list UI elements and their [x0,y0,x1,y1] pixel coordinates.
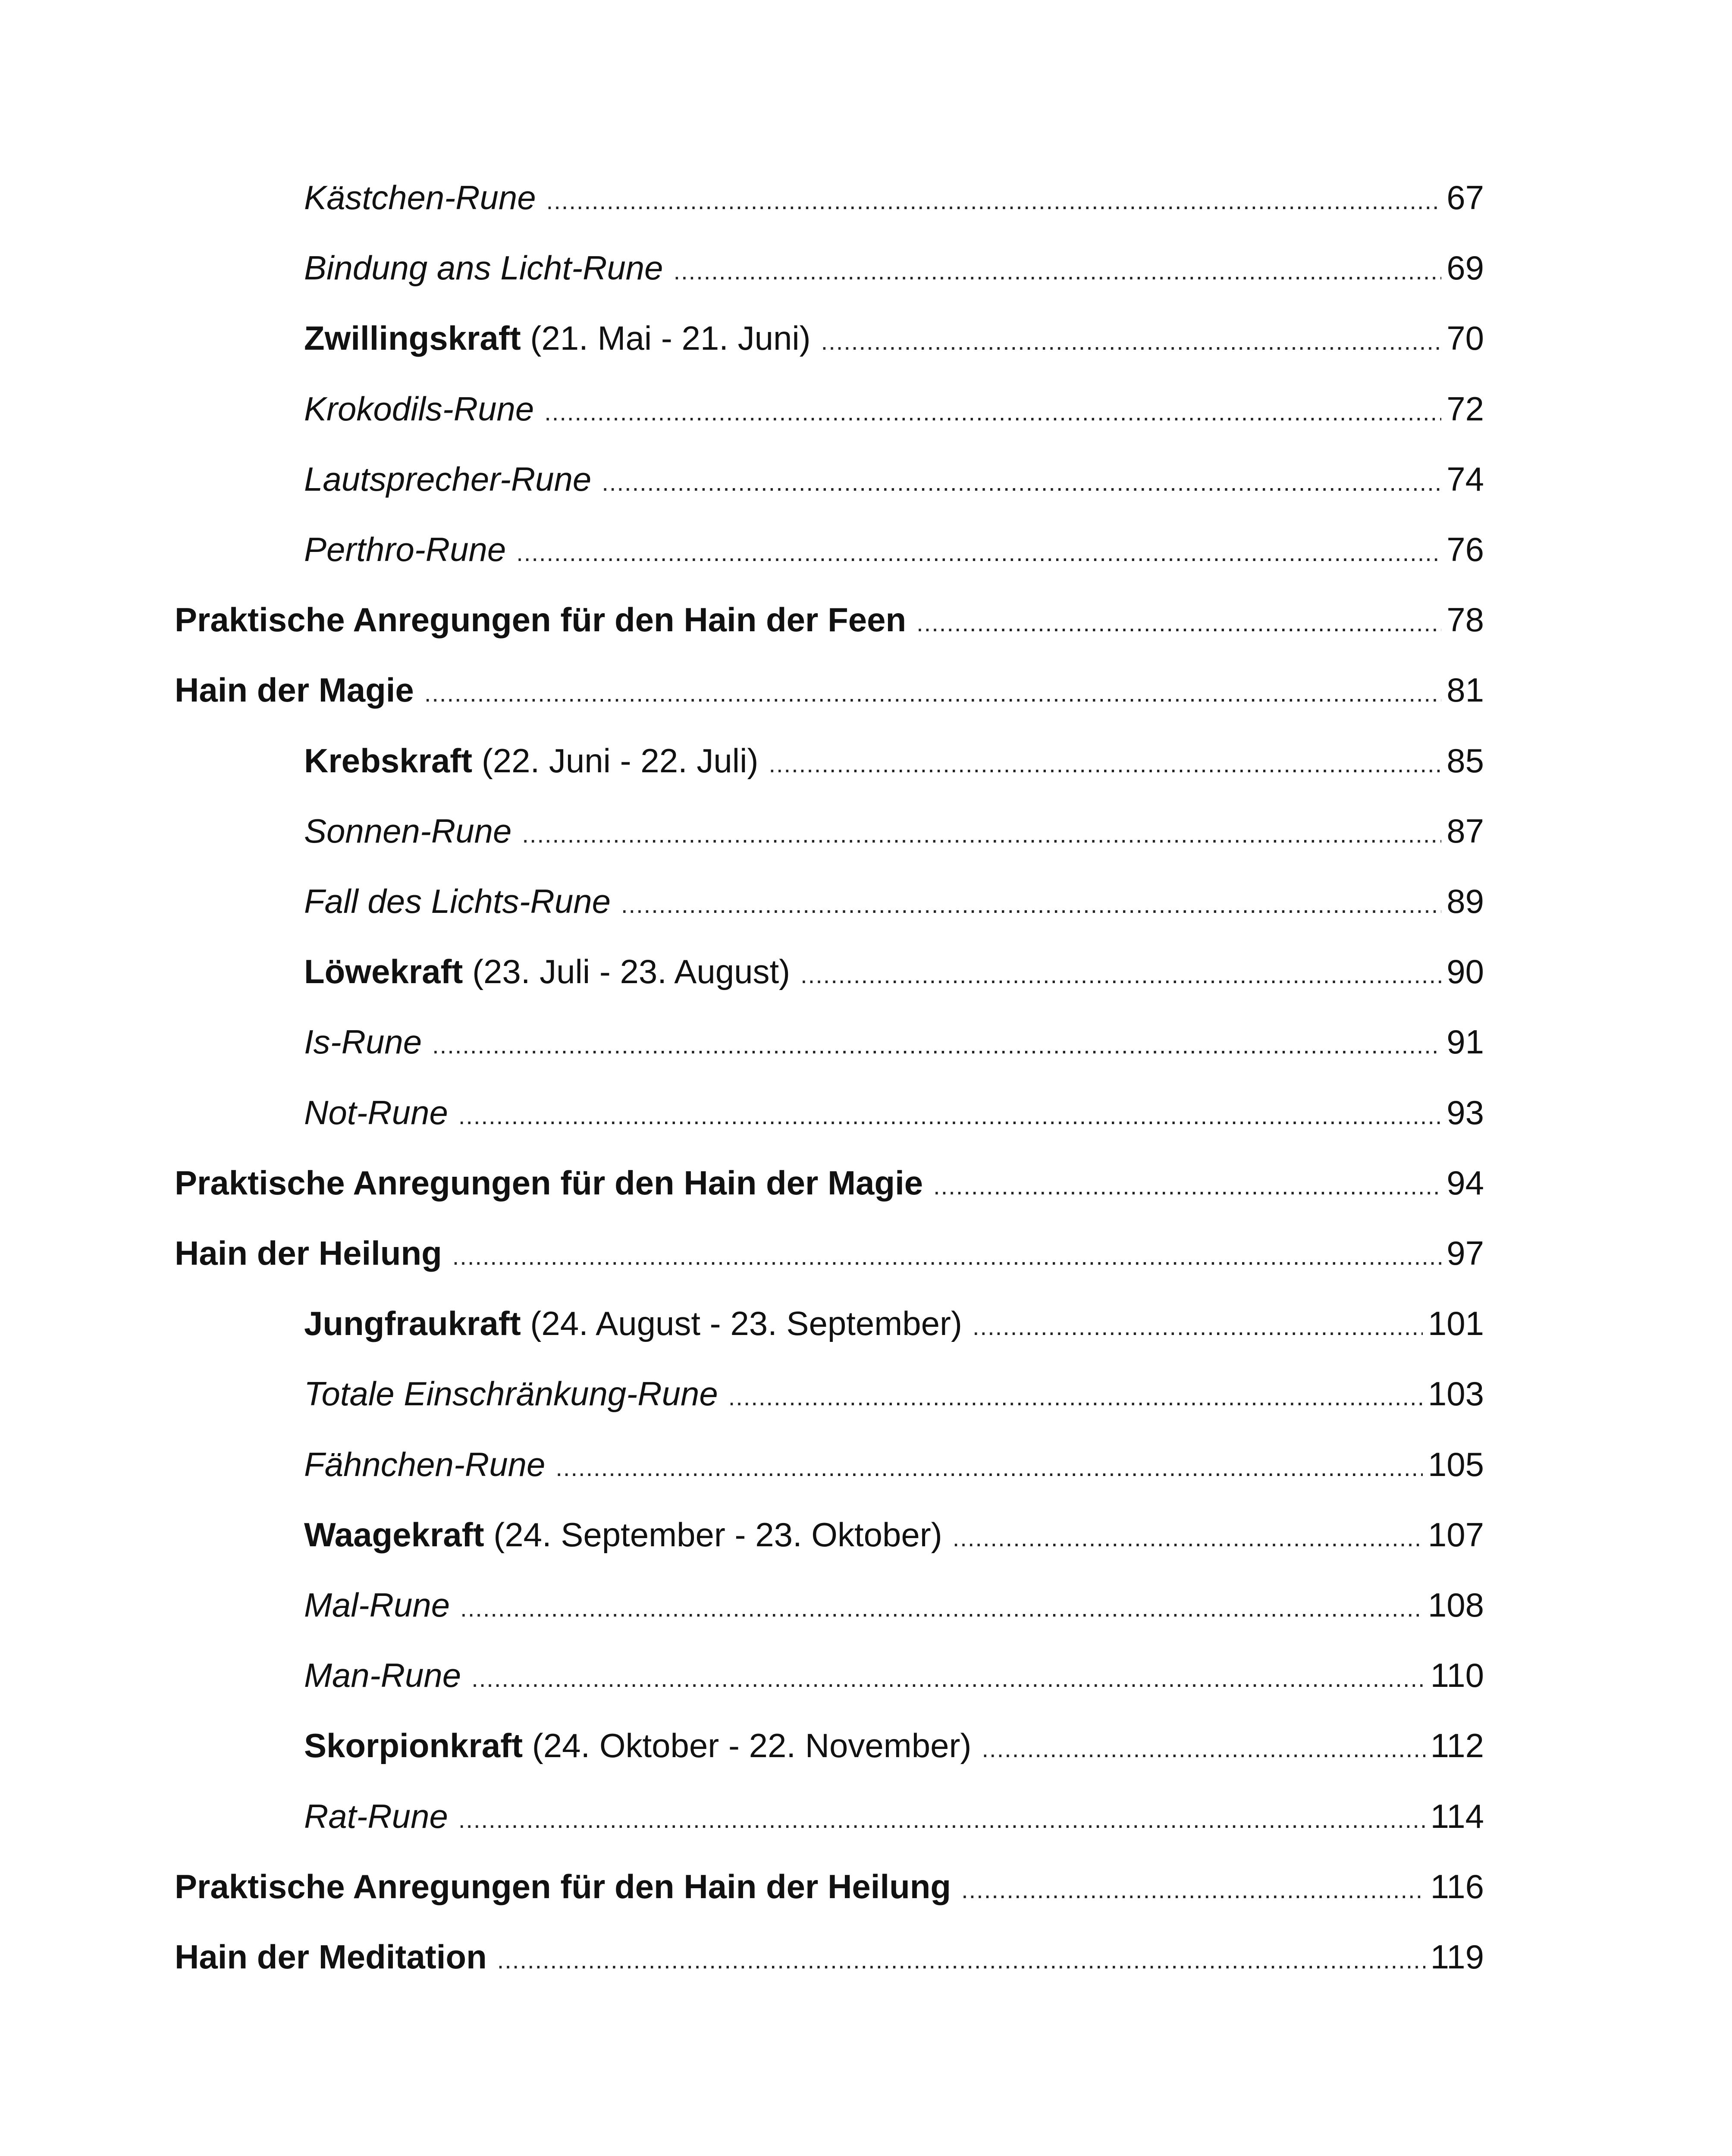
toc-entry-label: Totale Einschränkung-Rune [304,1375,718,1413]
toc-entry-title [304,1649,461,1701]
toc-entry-date-range: (24. Oktober - 22. November) [532,1727,972,1765]
dot-leader [621,875,1441,931]
toc-entry-date-range: (21. Mai - 21. Juni) [530,319,811,357]
toc-entry-title [304,1087,448,1138]
toc-entry[interactable] [304,1790,1484,1842]
toc-entry[interactable] [304,312,1484,364]
toc-entry-title [175,594,906,646]
toc-entry-page-number: 107 [1428,1515,1484,1554]
toc-entry-title [175,1227,442,1279]
toc-entry-label: Kästchen-Rune [304,179,536,216]
dot-leader [544,383,1441,438]
toc-entry-page-number: 76 [1446,530,1484,568]
toc-entry-title [304,453,591,505]
toc-entry-label: Lautsprecher-Rune [304,460,592,498]
toc-entry-title [304,383,534,435]
dot-leader [497,1931,1425,1986]
toc-entry-page-number: 94 [1446,1163,1484,1202]
toc-entry-label: Bindung ans Licht-Rune [304,249,663,287]
toc-entry-title [304,242,663,294]
dot-leader [458,1087,1441,1142]
toc-entry[interactable] [304,242,1484,294]
toc-entry[interactable] [304,1087,1484,1138]
dot-leader [424,664,1441,719]
toc-entry[interactable] [304,1016,1484,1068]
toc-entry-label: Rat-Rune [304,1797,448,1835]
dot-leader [800,946,1441,1001]
toc-entry-label: Jungfraukraft [304,1304,521,1343]
dot-leader [973,1297,1423,1353]
toc-entry-page-number: 70 [1446,319,1484,357]
dot-leader [674,242,1442,297]
toc-entry[interactable] [304,1297,1484,1349]
toc-entry-label: Hain der Heilung [175,1234,442,1272]
toc-entry-page-number: 103 [1428,1375,1484,1413]
toc-entry-title [304,172,536,223]
dot-leader [516,523,1441,579]
toc-entry-title [304,735,758,787]
toc-entry[interactable] [304,875,1484,927]
toc-entry-page-number: 110 [1430,1656,1484,1695]
dot-leader [602,453,1441,508]
toc-entry-page-number: 119 [1430,1938,1484,1976]
toc-entry[interactable] [304,1720,1484,1771]
toc-entry[interactable] [304,735,1484,787]
toc-entry-title [304,523,506,575]
toc-entry-page-number: 72 [1446,389,1484,428]
dot-leader [769,735,1441,790]
toc-entry-label: Krokodils-Rune [304,389,534,428]
toc-entry[interactable] [304,453,1484,505]
toc-entry-label: Waagekraft [304,1515,484,1554]
toc-entry-date-range: (23. Juli - 23. August) [472,953,791,991]
toc-entry-label: Skorpionkraft [304,1727,523,1765]
dot-leader [916,594,1441,649]
toc-entry-page-number: 90 [1446,953,1484,991]
toc-entry-date-range: (22. Juni - 22. Juli) [481,741,759,780]
toc-entry-page-number: 93 [1446,1093,1484,1131]
toc-entry-page-number: 74 [1446,460,1484,498]
dot-leader [953,1509,1423,1564]
toc-entry-title [175,1157,923,1209]
toc-entry-title [304,875,611,927]
toc-entry[interactable] [304,383,1484,435]
toc-entry-page-number: 85 [1446,741,1484,780]
toc-entry[interactable] [304,523,1484,575]
toc-entry[interactable] [304,946,1484,997]
toc-entry-title [175,1931,487,1983]
toc-entry[interactable] [175,1227,1484,1279]
toc-entry-date-range: (24. August - 23. September) [530,1304,962,1343]
dot-leader [821,312,1442,367]
toc-entry-label: Fähnchen-Rune [304,1445,546,1483]
toc-entry[interactable] [304,1579,1484,1631]
toc-entry-page-number: 89 [1446,882,1484,920]
toc-entry-label: Praktische Anregungen für den Hain der Magie [175,1163,923,1202]
toc-entry-label: Praktische Anregungen für den Hain der Heilung [175,1867,951,1905]
dot-leader [728,1368,1423,1423]
toc-entry-page-number: 114 [1430,1797,1484,1835]
toc-entry-title [304,1579,450,1631]
toc-entry-label: Is-Rune [304,1023,422,1061]
toc-entry-title [304,312,811,364]
toc-entry[interactable] [304,172,1484,223]
toc-entry-label: Man-Rune [304,1656,461,1695]
toc-entry-page-number: 105 [1428,1445,1484,1483]
toc-entry-page-number: 112 [1430,1727,1484,1765]
toc-entry-label: Mal-Rune [304,1586,450,1624]
dot-leader [546,172,1442,227]
dot-leader [432,1016,1441,1071]
toc-entry-label: Hain der Meditation [175,1938,487,1976]
toc-entry-page-number: 87 [1446,812,1484,850]
dot-leader [555,1438,1422,1494]
toc-entry-title [304,1790,448,1842]
toc-entry-title [304,1368,718,1420]
toc-entry-page-number: 101 [1428,1304,1484,1343]
toc-entry-label: Zwillingskraft [304,319,521,357]
toc-entry-title [304,1016,422,1068]
toc-entry[interactable] [304,1438,1484,1490]
toc-entry-page-number: 108 [1428,1586,1484,1624]
toc-entry-page-number: 78 [1446,601,1484,639]
toc-entry-page-number: 91 [1446,1023,1484,1061]
toc-entry-label: Sonnen-Rune [304,812,512,850]
toc-entry[interactable] [175,1931,1484,1983]
dot-leader [458,1790,1425,1846]
toc-entry-date-range: (24. September - 23. Oktober) [493,1515,942,1554]
toc-entry-page-number: 81 [1446,671,1484,709]
dot-leader [522,805,1441,860]
toc-entry-page-number: 67 [1446,179,1484,216]
toc-entry[interactable] [304,1509,1484,1561]
toc-entry[interactable] [304,1649,1484,1701]
dot-leader [452,1227,1442,1282]
toc-entry-title [304,1438,545,1490]
dot-leader [982,1720,1425,1775]
dot-leader [961,1861,1425,1916]
toc-entry-title [175,1861,951,1912]
toc-entry[interactable] [175,1861,1484,1912]
toc-entry-label: Praktische Anregungen für den Hain der Feen [175,601,907,639]
toc-entry-title [304,805,511,857]
toc-entry[interactable] [304,1368,1484,1420]
dot-leader [933,1157,1441,1212]
toc-entry-title [304,1297,962,1349]
toc-entry-title [304,1720,971,1771]
toc-entry-title [304,1509,942,1561]
dot-leader [460,1579,1423,1634]
toc-entry[interactable] [175,594,1484,646]
toc-entry-page-number: 69 [1446,249,1484,287]
toc-entry-title [175,664,414,716]
toc-entry-title [304,946,790,997]
toc-entry-label: Hain der Magie [175,671,414,709]
toc-entry[interactable] [175,1157,1484,1209]
toc-entry-label: Not-Rune [304,1093,448,1131]
toc-entry-label: Löwekraft [304,953,463,991]
toc-entry-label: Krebskraft [304,741,473,780]
toc-entry-page-number: 116 [1430,1867,1484,1905]
toc-entry[interactable] [304,805,1484,857]
dot-leader [471,1649,1425,1705]
toc-entry-page-number: 97 [1446,1234,1484,1272]
toc-entry-label: Fall des Lichts-Rune [304,882,611,920]
toc-entry-label: Perthro-Rune [304,530,506,568]
toc-entry[interactable] [175,664,1484,716]
